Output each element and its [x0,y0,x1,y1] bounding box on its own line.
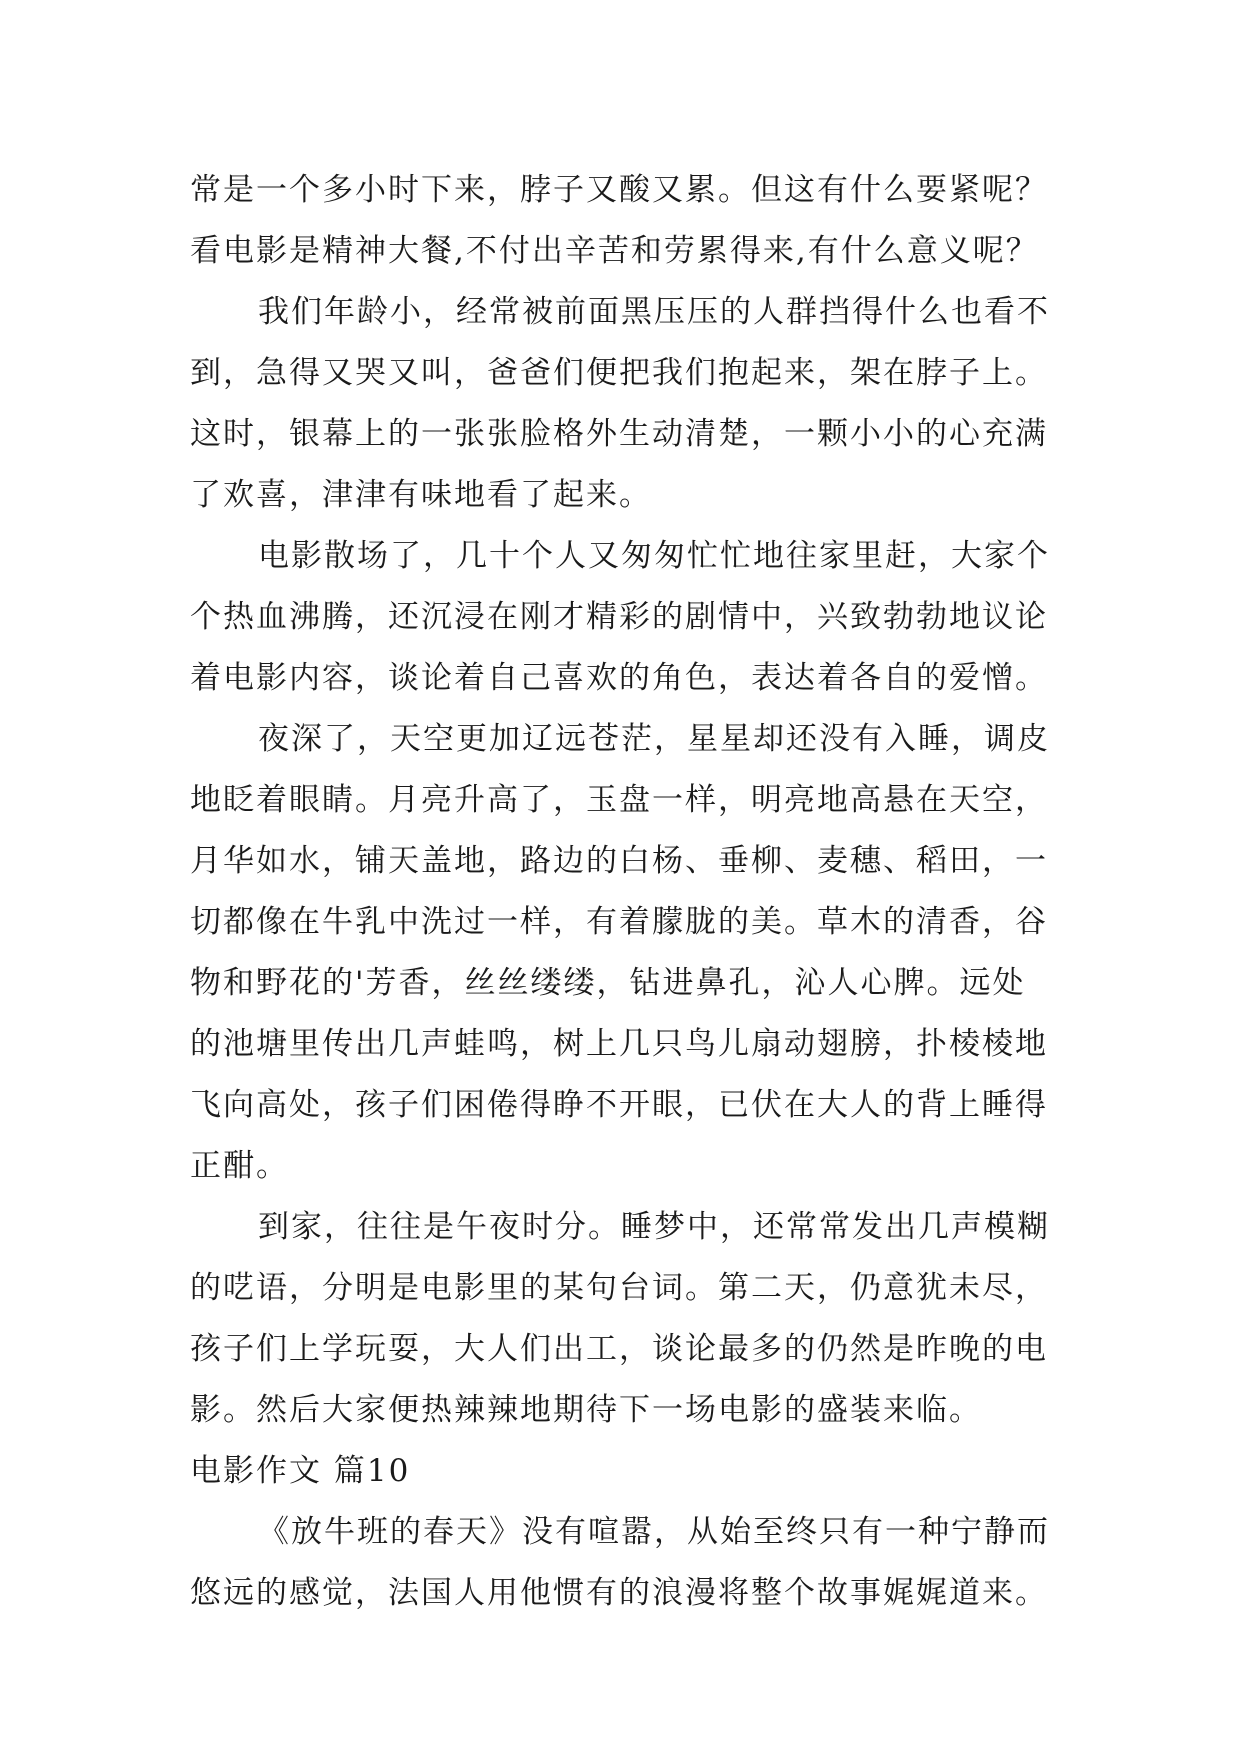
text-line: 正酣。 [190,1148,289,1184]
text-line: 的池塘里传出几声蛙鸣，树上几只鸟儿扇动翅膀，扑棱棱地 [190,1026,1048,1062]
text-line: 夜深了，天空更加辽远苍茫，星星却还没有入睡，调皮 [258,721,1050,757]
text-line: 悠远的感觉，法国人用他惯有的浪漫将整个故事娓娓道来。 [190,1575,1048,1611]
text-line: 月华如水，铺天盖地，路边的白杨、垂柳、麦穗、稻田，一 [190,843,1048,879]
text-line: 影。然后大家便热辣辣地期待下一场电影的盛装来临。 [190,1392,982,1428]
text-line: 《放牛班的春天》没有喧嚣，从始至终只有一种宁静而 [258,1514,1050,1550]
text-line: 孩子们上学玩耍，大人们出工，谈论最多的仍然是昨晚的电 [190,1331,1048,1367]
text-line: 电影散场了，几十个人又匆匆忙忙地往家里赶，大家个 [258,538,1050,574]
text-line: 切都像在牛乳中洗过一样，有着朦胧的美。草木的清香，谷 [190,904,1048,940]
text-line: 的呓语，分明是电影里的某句台词。第二天，仍意犹未尽， [190,1270,1048,1306]
text-line: 飞向高处，孩子们困倦得睁不开眼，已伏在大人的背上睡得 [190,1087,1048,1123]
text-line: 到，急得又哭又叫，爸爸们便把我们抱起来，架在脖子上。 [190,355,1048,391]
text-line: 了欢喜，津津有味地看了起来。 [190,477,652,513]
text-line: 到家，往往是午夜时分。睡梦中，还常常发出几声模糊 [258,1209,1050,1245]
text-line: 个热血沸腾，还沉浸在刚才精彩的剧情中，兴致勃勃地议论 [190,599,1048,635]
text-line: 常是一个多小时下来，脖子又酸又累。但这有什么要紧呢？ [190,172,1048,208]
text-line: 着电影内容，谈论着自己喜欢的角色，表达着各自的爱憎。 [190,660,1048,696]
text-line: 我们年龄小，经常被前面黑压压的人群挡得什么也看不 [258,294,1050,330]
text-line: 这时，银幕上的一张张脸格外生动清楚，一颗小小的心充满 [190,416,1048,452]
text-line: 物和野花的'芳香，丝丝缕缕，钻进鼻孔，沁人心脾。远处 [190,965,1026,1001]
document-body [190,160,1070,1624]
section-heading: 电影作文 篇10 [190,1453,411,1489]
text-line: 看电影是精神大餐,不付出辛苦和劳累得来,有什么意义呢？ [190,233,1039,269]
text-line: 地眨着眼睛。月亮升高了，玉盘一样，明亮地高悬在天空， [190,782,1048,818]
